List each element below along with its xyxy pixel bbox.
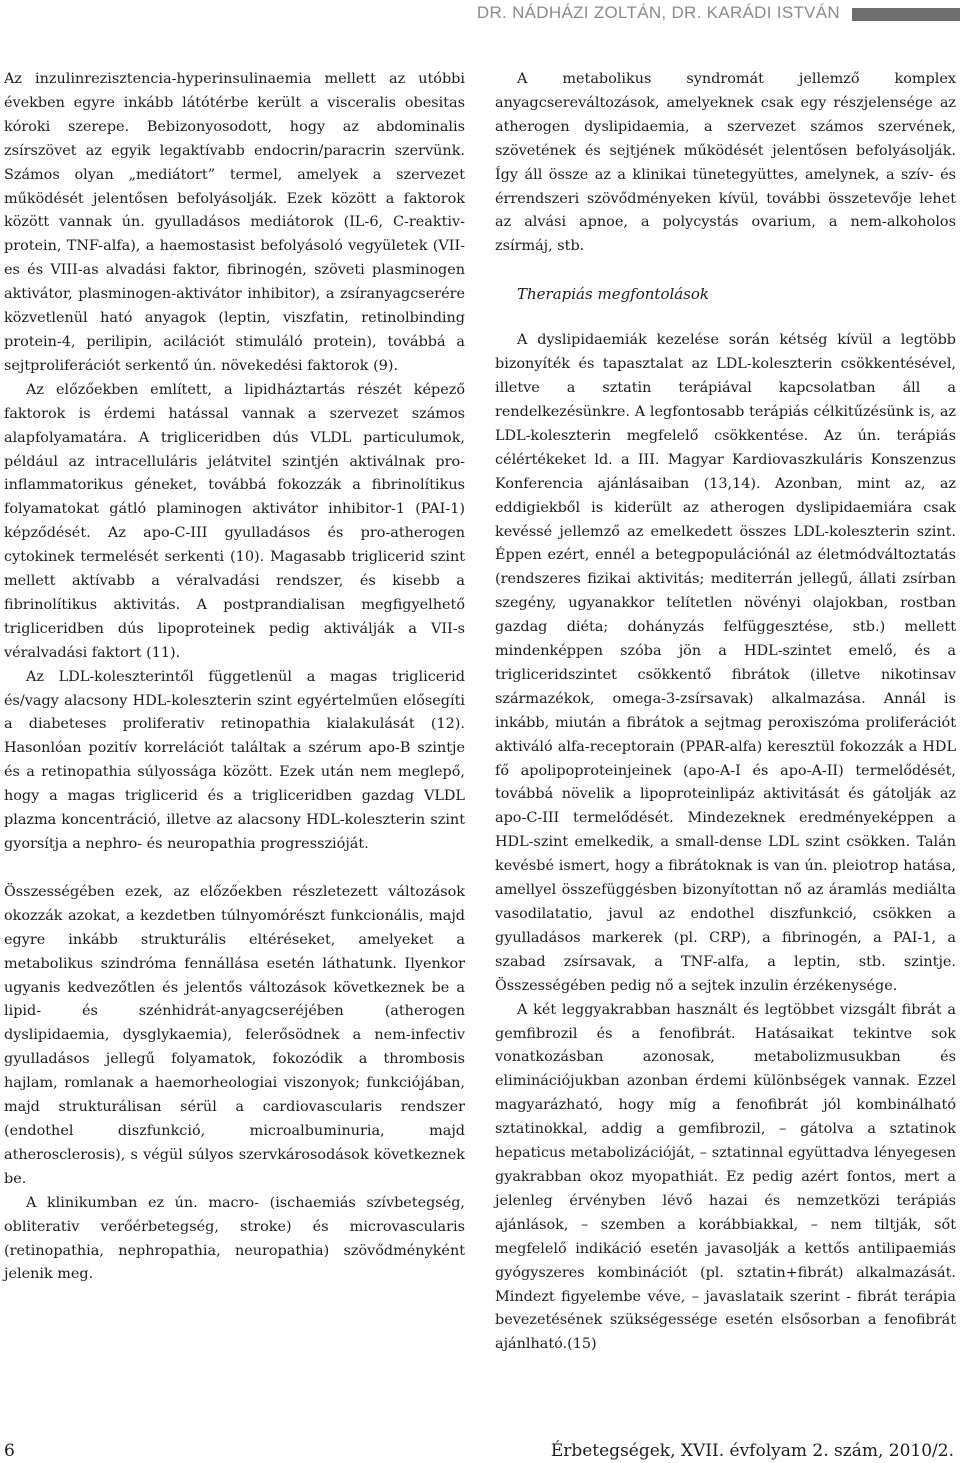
left-paragraph-2: Az előzőekben említett, a lipidháztartás részét képező faktorok is érdemi hatással vannak a szervezet számos alapfolyamatára. A trigliceridben dús VLDL particulumok, például az intracelluláris jelátvitel szintjén aktiválnak pro-inflammatorikus géneket, továbbá fokozzák a fibrinolítikus folyamatokat gátló plaminogen aktivátor inhibitor-1 (PAI-1) képződését. Az apo-C-III gyulladásos és pro-atherogen cytokinek termelését serkenti (10). Magasabb triglicerid szint mellett aktívabb a véralvadási rendszer, és kisebb a fibrinolítikus aktivitás. A postprandialisan megfigyelhető trigliceridben dús lipoproteinek pedig aktiválják a VII-s véralvadási faktort (11). <box>4 381 465 661</box>
right-column <box>495 68 956 1357</box>
section-title: Therapiás megfontolások <box>517 285 710 304</box>
page-number: 6 <box>4 1441 15 1461</box>
left-paragraph-5: A klinikumban ez ún. macro- (ischaemiás szívbetegség, obliterativ verőérbetegség, stroke) és microvascularis (retinopathia, nephropathia, neuropathia) szövődményként jelenik meg. <box>4 1194 465 1283</box>
running-head-authors: DR. NÁDHÁZI ZOLTÁN, DR. KARÁDI ISTVÁN <box>476 3 840 22</box>
left-column <box>4 68 465 1287</box>
left-paragraph-4: Összességében ezek, az előzőekben részletezett változások okozzák azokat, a kezdetben túlnyomórészt funkcionális, majd egyre inkább strukturális eltéréseket, amelyeket a metabolikus szindróma fennállása esetén láthatunk. Ilyenkor ugyanis kedvezőtlen és jelentős változások következnek be a lipid- és szénhidrát-anyagcseréjében (atherogen dyslipidaemia, dysglykaemia), felerősödnek a nem-infectiv gyulladásos jellegű folyamatok, fokozódik a thrombosis hajlam, romlanak a haemorheologiai viszonyok; funkciójában, majd strukturálisan sérül a cardiovascularis rendszer (endothel diszfunkció, microalbuminuria, majd atherosclerosis), s végül súlyos szervkárosodások következnek be. <box>4 883 465 1187</box>
right-paragraph-3: A két leggyakrabban használt és legtöbbet vizsgált fibrát a gemfibrozil és a fenofibrát. Hatásaikat tekintve sok vonatkozásban azonosak, metabolizmusukban és eliminációjukban azonban érdemi különbségek vannak. Ezzel magyarázható, hogy míg a fenofibrát jól kombinálható sztatinokkal, addig a gemfibrozil, – gátolva a sztatinok hepaticus metabolizációját, – sztatinnal együttadva lényegesen gyakrabban okoz myopathiát. Ez pedig azért fontos, mert a jelenleg érvényben lévő hazai és nemzetközi terápiás ajánlások, – szemben a korábbiakkal, – nem tiltják, sőt megfelelő indikáció esetén javasolják a kettős antilipaemiás gyógyszeres kombinációt (pl. sztatin+fibrát) alkalmazását. Mindezt figyelembe véve, – javaslataik szerint - fibrát terápia bevezetésének szükségessége esetén elsősorban a fenofibrát ajánlható.(15) <box>495 1001 956 1353</box>
left-paragraph-1: Az inzulinrezisztencia-hyperinsulinaemia mellett az utóbbi években egyre inkább látótérbe került a visceralis obesitas kóroki szerepe. Bebizonyosodott, hogy az abdominalis zsírszövet az egyik legaktívabb endocrin/paracrin szervünk. Számos olyan „mediátort” termel, amelyek a szervezet működését jelentősen befolyásolják. Ezek között a faktorok között vannak ún. gyulladásos mediátorok (IL-6, C-reaktiv-protein, TNF-alfa), a haemostasist befolyásoló vegyületek (VII-es és VIII-as alvadási faktor, fibrinogén, szöveti plasminogen aktivátor, plasminogen-aktivátor inhibitor), a zsíranyagcserére közvetlenül ható anyagok (leptin, viszfatin, retinolbinding protein-4, perilipin, acilációt stimuláló protein), továbbá a sejtproliferációt serkentő ún. növekedési faktorok (9). <box>4 71 465 374</box>
journal-citation: Érbetegségek, XVII. évfolyam 2. szám, 2010/2. <box>550 1441 954 1461</box>
right-paragraph-1: A metabolikus syndromát jellemző komplex anyagcsereváltozások, amelyeknek csak egy részjelensége az atherogen dyslipidaemia, a szervezet számos szervének, szövetének és sejtjének működését jelentősen befolyásolják. Így áll össze az a klinikai tünetegyüttes, amelynek, a szív- és érrendszeri szövődményeken kívül, további összetevője lehet az alvási apnoe, a polycystás ovarium, a nem-alkoholos zsírmáj, stb. <box>495 71 956 255</box>
page-header <box>0 0 960 36</box>
header-decorative-bar <box>852 8 960 21</box>
left-paragraph-3: Az LDL-koleszterintől függetlenül a magas triglicerid és/vagy alacsony HDL-koleszterin szint egyértelműen elősegíti a diabeteses proliferativ retinopathia kialakulását (12). Hasonlóan pozitív korrelációt találtak a szérum apo-B szintje és a retinopathia súlyossága között. Ezek után nem meglepő, hogy a magas triglicerid és a trigliceridben gazdag VLDL plazma koncentráció, illetve az alacsony HDL-koleszterin szint gyorsítja a nephro- és neuropathia progresszióját. <box>4 668 465 852</box>
right-paragraph-2: A dyslipidaemiák kezelése során kétség kívül a legtöbb bizonyíték és tapasztalat az LDL-koleszterin csökkentésével, illetve a sztatin terápiával kapcsolatban áll a rendelkezésünkre. A legfontosabb terápiás célkitűzésünk is, az LDL-koleszterin megfelelő csökkentése. Az ún. terápiás célértékeket ld. a III. Magyar Kardiovaszkuláris Konszenzus Konferencia ajánlásaiban (13,14). Azonban, mint az, az eddigiekből is kiderült az atherogen dyslipidaemiára csak kevéssé jellemző az emelkedett összes LDL-koleszterin szint. Éppen ezért, ennél a betegpopulációnál az életmódváltoztatás (rendszeres fizikai aktivitás; mediterrán jellegű, állati zsírban szegény, ugyanakkor telítetlen növényi olajokban, rostban gazdag diéta; dohányzás felfüggesztése, stb.) mellett mindenképpen szóba jön a HDL-szintet emelő, és a trigliceridszintet csökkentő fibrátok (illetve nikotinsav származékok, omega-3-zsírsavak) alkalmazása. Annál is inkább, miután a fibrátok a sejtmag peroxiszóma proliferációt aktiváló alfa-receptorain (PPAR-alfa) keresztül fokozzák a HDL fő apolipoproteinjeinek (apo-A-I és apo-A-II) termelődését, továbbá növelik a lipoproteinlipáz aktivitását és gátolják az apo-C-III termelődését. Mindezeknek eredményeképpen a HDL-szint emelkedik, a small-dense LDL szint csökken. Talán kevésbé ismert, hogy a fibrátoknak is van ún. pleiotrop hatása, amellyel összefüggésben bizonyítottan nő az áramlás mediálta vasodilatatio, javul az endothel diszfunkció, csökken a gyulladásos markerek (pl. CRP), a fibrinogén, a PAI-1, a szabad zsírsavak, a TNF-alfa, a leptin, stb. szintje. Összességében pedig nő a sejtek inzulin érzékenysége. <box>495 332 956 994</box>
